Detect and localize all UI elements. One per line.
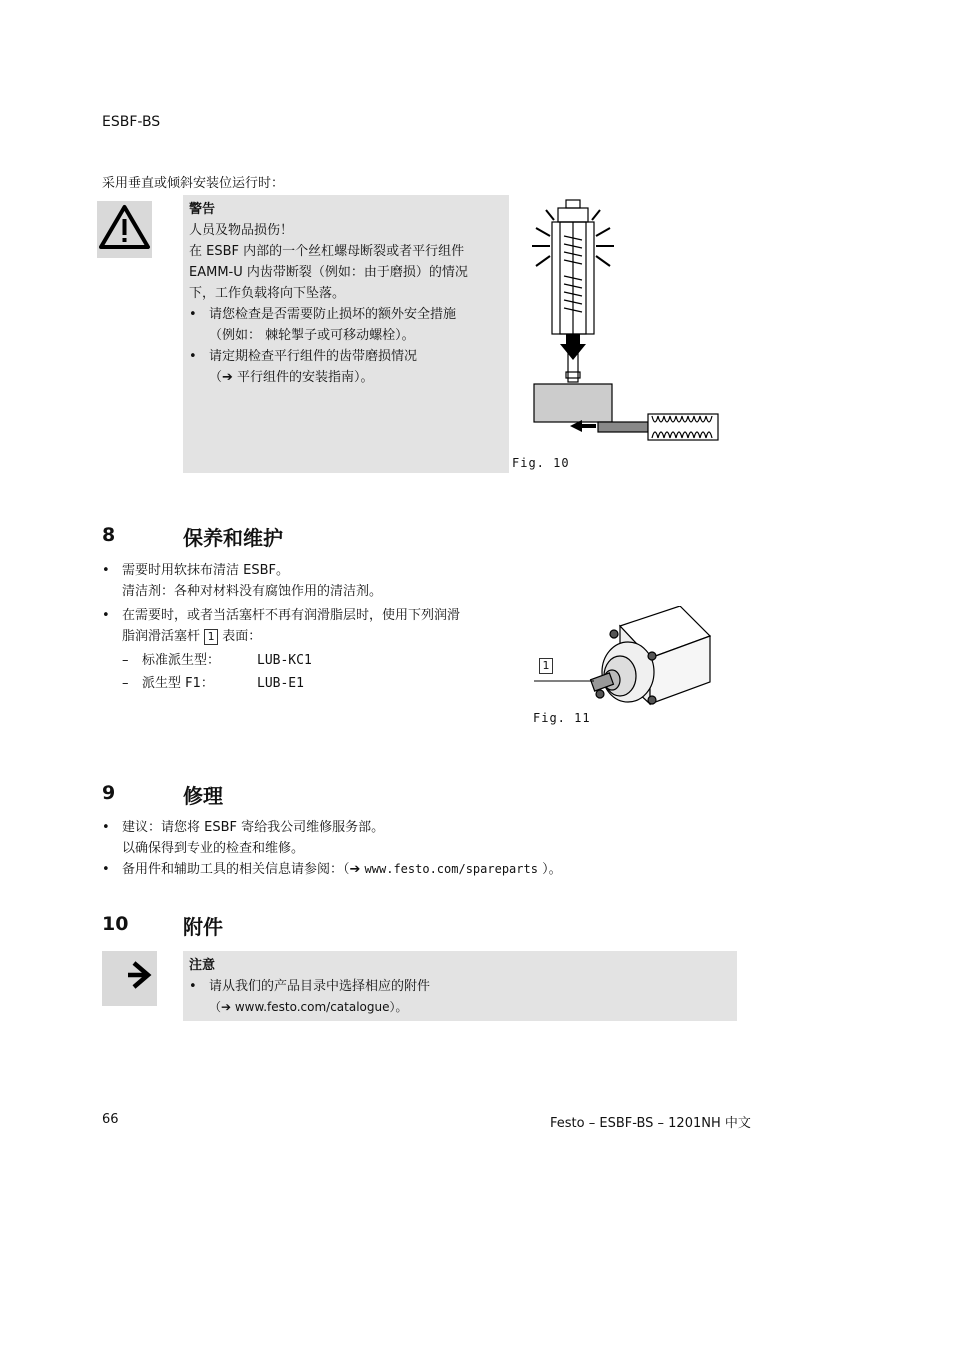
section-9-number: 9 [102, 782, 116, 804]
warning-line: EAMM-U 内齿带断裂（例如：由于磨损）的情况 [189, 265, 468, 280]
warning-bullet-2-text: 请定期检查平行组件的齿带磨损情况 [209, 349, 418, 364]
warning-line: 下，工作负载将向下坠落。 [189, 286, 346, 301]
warning-line: 在 ESBF 内部的一个丝杠螺母断裂或者平行组件 [189, 244, 465, 259]
fig11-illustration [530, 606, 720, 706]
warning-triangle-icon [97, 201, 152, 258]
warning-bullet-2 [189, 346, 503, 367]
s8-subitem-2-label: 派生型 F1： [142, 676, 214, 691]
dash-marker: – [122, 653, 129, 668]
fig10-illustration [530, 196, 730, 446]
bullet-dot: • [102, 608, 110, 623]
bullet-dot: • [102, 563, 110, 578]
s9-bullet-2-end: ）。 [542, 862, 562, 877]
note-box [183, 951, 737, 1021]
page-number: 66 [102, 1112, 119, 1127]
note-icon-box [102, 951, 157, 1006]
header-title: ESBF-BS [102, 114, 161, 130]
warning-bullet-1 [189, 304, 503, 325]
s8-bullet-2-cont [102, 626, 522, 647]
section-8-title: 保养和维护 [183, 526, 283, 550]
fig10-caption: Fig. 10 [512, 456, 570, 470]
list-item [102, 859, 702, 880]
intro-text: 采用垂直或倾斜安装位运行时： [102, 176, 285, 191]
spareparts-link[interactable]: www.festo.com/spareparts [364, 862, 538, 876]
reference-number-box: 1 [204, 629, 218, 645]
section-8-body [102, 560, 522, 694]
bullet-dot: • [189, 349, 197, 364]
footer-doc-id: Festo – ESBF-BS – 1201NH 中文 [550, 1116, 751, 1131]
section-9-title: 修理 [183, 784, 223, 808]
list-item [102, 817, 702, 838]
bullet-dot: • [189, 979, 197, 994]
warning-title: 警告 [189, 202, 216, 217]
section-10-title: 附件 [183, 915, 223, 939]
note-title: 注意 [189, 958, 216, 973]
s8-subitem-2 [102, 673, 522, 694]
s8-subitem-1 [102, 650, 522, 671]
s8-subitem-1-value: LUB-KC1 [257, 653, 312, 668]
warning-box [183, 195, 509, 473]
list-item [102, 560, 522, 581]
dash-marker: – [122, 676, 129, 691]
s8-bullet-1-cont: 清洁剂：各种对材料没有腐蚀作用的清洁剂。 [122, 584, 383, 599]
bullet-dot: • [102, 820, 110, 835]
s8-bullet-2-text-a: 脂润滑活塞杆 [122, 629, 201, 644]
catalogue-link[interactable]: （➔ www.festo.com/catalogue）。 [209, 1000, 408, 1014]
fig11-callout: 1 [539, 658, 553, 674]
section-9-body [102, 817, 702, 880]
section-10-number: 10 [102, 913, 129, 935]
s9-bullet-1: 建议：请您将 ESBF 寄给我公司维修服务部。 [122, 820, 385, 835]
list-item [102, 605, 522, 626]
s8-subitem-1-label: 标准派生型： [142, 653, 221, 668]
bullet-dot: • [189, 307, 197, 322]
s9-bullet-1-cont: 以确保得到专业的检查和维修。 [122, 841, 305, 856]
warning-bullet-1-cont: （例如： 棘轮掣子或可移动螺栓）。 [209, 328, 415, 343]
warning-bullet-1-text: 请您检查是否需要防止损坏的额外安全措施 [209, 307, 457, 322]
warning-line: 人员及物品损伤！ [189, 223, 294, 238]
s8-subitem-2-value: LUB-E1 [257, 676, 304, 691]
bullet-dot: • [102, 862, 110, 877]
s8-bullet-2-text-b: 表面： [222, 629, 262, 644]
s8-bullet-2: 在需要时，或者当活塞杆不再有润滑脂层时，使用下列润滑 [122, 608, 461, 623]
warning-bullet-2-cont: （➔ 平行组件的安装指南）。 [209, 370, 374, 385]
note-bullet-text: 请从我们的产品目录中选择相应的附件 [209, 979, 431, 994]
note-bullet [189, 976, 731, 997]
s9-bullet-2-text: 备用件和辅助工具的相关信息请参阅：（➔ [122, 862, 361, 877]
fig11-caption: Fig. 11 [533, 711, 591, 725]
section-8-number: 8 [102, 524, 116, 546]
arrow-right-icon [102, 951, 157, 1006]
s8-bullet-1: 需要时用软抹布清洁 ESBF。 [122, 563, 289, 578]
warning-icon-box [97, 201, 152, 258]
